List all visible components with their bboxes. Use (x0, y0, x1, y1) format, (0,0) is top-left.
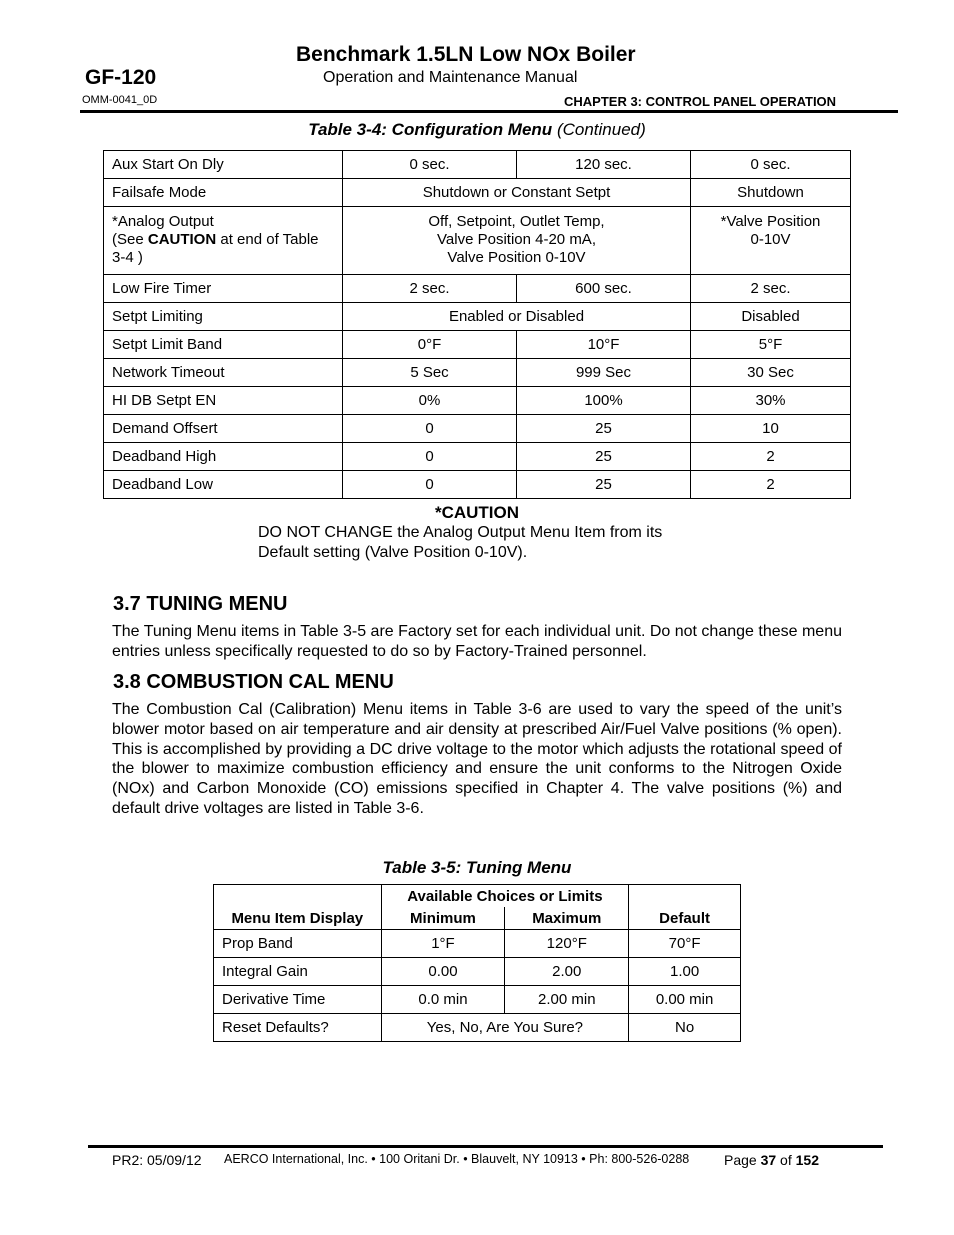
table-3-5-caption: Table 3-5: Tuning Menu (382, 858, 572, 877)
minimum-cell: 0.00 (381, 958, 505, 986)
table-row (104, 275, 851, 303)
choices-cell: Shutdown or Constant Setpt (343, 179, 691, 207)
default-cell: 2 (691, 471, 851, 499)
footer-revision-date: PR2: 05/09/12 (112, 1152, 202, 1168)
minimum-cell: 2 sec. (343, 275, 517, 303)
table-row (104, 207, 851, 275)
maximum-cell: 2.00 (505, 958, 629, 986)
header-default: Default (629, 907, 741, 930)
menu-item-cell: Low Fire Timer (104, 275, 343, 303)
header-rule (80, 110, 898, 113)
menu-item-cell: Network Timeout (104, 359, 343, 387)
menu-item-cell: Deadband High (104, 443, 343, 471)
minimum-cell: 0.0 min (381, 986, 505, 1014)
choices-cell (343, 207, 691, 275)
header-group-label: Available Choices or Limits (381, 885, 629, 908)
model-number: GF-120 (85, 66, 157, 89)
table-row (104, 331, 851, 359)
default-line: *Valve Position (720, 213, 821, 230)
maximum-cell: 120 sec. (517, 151, 691, 179)
menu-item-cell: HI DB Setpt EN (104, 387, 343, 415)
choices-cell: Yes, No, Are You Sure? (381, 1014, 629, 1042)
item-text-bold: CAUTION (147, 231, 217, 248)
default-cell: Disabled (691, 303, 851, 331)
menu-item-cell: Reset Defaults? (214, 1014, 382, 1042)
item-line: *Analog Output (112, 213, 214, 230)
section-body-combustion-cal-menu: The Combustion Cal (Calibration) Menu items in Table 3-6 are used to vary the speed of the unit’s blower motor based on air temperature and air density at prescribed Air/Fuel Valve positions (% open). This is accomplished by providing a DC drive voltage to the motor which adjusts the rotational speed of the blower to maximize combustion efficiency and ensure the unit conforms to the Nitrogen Oxide (NOx) and Carbon Monoxide (CO) emissions specified in Chapter 4. The valve positions (%) and default drive voltages are listed in Table 3-6. (112, 701, 842, 817)
header-menu-item: Menu Item Display (214, 907, 382, 930)
menu-item-cell: Demand Offsert (104, 415, 343, 443)
menu-item-cell: Setpt Limiting (104, 303, 343, 331)
choice-line: Valve Position 0-10V (447, 249, 586, 266)
default-cell (691, 207, 851, 275)
caption-suffix: (Continued) (556, 120, 646, 139)
minimum-cell: 0 (343, 415, 517, 443)
section-heading-tuning-menu: 3.7 TUNING MENU (113, 593, 288, 615)
minimum-cell: 0°F (343, 331, 517, 359)
menu-item-cell: Setpt Limit Band (104, 331, 343, 359)
default-cell: 10 (691, 415, 851, 443)
header-cell (629, 885, 741, 908)
default-cell: 30% (691, 387, 851, 415)
maximum-cell: 100% (517, 387, 691, 415)
table-row (104, 359, 851, 387)
minimum-cell: 0 (343, 471, 517, 499)
page-total: 152 (795, 1152, 819, 1168)
document-number: OMM-0041_0D (82, 94, 158, 106)
footer-address: AERCO International, Inc. • 100 Oritani Dr. • Blauvelt, NY 10913 • Ph: 800-526-0288 (224, 1152, 690, 1166)
minimum-cell: 0 sec. (343, 151, 517, 179)
maximum-cell: 10°F (517, 331, 691, 359)
choice-line: Off, Setpoint, Outlet Temp, (428, 213, 605, 230)
page-current: 37 (760, 1152, 777, 1168)
choice-line: Valve Position 4-20 mA, (437, 231, 596, 248)
table-row (104, 151, 851, 179)
maximum-cell: 2.00 min (505, 986, 629, 1014)
tuning-menu-table (213, 884, 741, 1042)
page-of: of (776, 1152, 796, 1168)
menu-item-cell: Deadband Low (104, 471, 343, 499)
header-minimum: Minimum (381, 907, 505, 930)
table-header-row (214, 907, 741, 930)
default-cell: 1.00 (629, 958, 741, 986)
table-row (104, 303, 851, 331)
default-cell: 2 sec. (691, 275, 851, 303)
caution-text (258, 523, 662, 563)
choices-cell: Enabled or Disabled (343, 303, 691, 331)
table-row (214, 958, 741, 986)
header-maximum: Maximum (505, 907, 629, 930)
table-row (104, 179, 851, 207)
default-line: 0-10V (750, 231, 791, 248)
header-cell (214, 885, 382, 908)
default-cell: 2 (691, 443, 851, 471)
default-cell: 0.00 min (629, 986, 741, 1014)
item-text: at end of Table (216, 231, 319, 248)
table-row (214, 930, 741, 958)
table-row (214, 1014, 741, 1042)
menu-item-cell: Integral Gain (214, 958, 382, 986)
maximum-cell: 120°F (505, 930, 629, 958)
maximum-cell: 25 (517, 443, 691, 471)
caption-main: Table 3-4: Configuration Menu (308, 120, 553, 139)
minimum-cell: 5 Sec (343, 359, 517, 387)
footer-page-number (724, 1152, 819, 1168)
maximum-cell: 999 Sec (517, 359, 691, 387)
caution-line: DO NOT CHANGE the Analog Output Menu Item from its (258, 524, 663, 541)
footer-rule (88, 1145, 883, 1148)
menu-item-cell (104, 207, 343, 275)
table-3-4-caption (0, 120, 954, 140)
menu-item-cell: Failsafe Mode (104, 179, 343, 207)
section-heading-combustion-cal-menu: 3.8 COMBUSTION CAL MENU (113, 671, 394, 693)
document-title: Benchmark 1.5LN Low NOx Boiler (296, 43, 636, 66)
table-row (104, 415, 851, 443)
default-cell: Shutdown (691, 179, 851, 207)
table-row (104, 471, 851, 499)
default-cell: 5°F (691, 331, 851, 359)
table-row (104, 387, 851, 415)
caution-title: *CAUTION (434, 503, 520, 522)
default-cell: 0 sec. (691, 151, 851, 179)
menu-item-cell: Derivative Time (214, 986, 382, 1014)
item-line (112, 231, 334, 249)
item-line: 3-4 ) (112, 249, 143, 266)
configuration-menu-table (103, 150, 851, 499)
document-subtitle: Operation and Maintenance Manual (323, 69, 578, 86)
table-header-row (214, 885, 741, 908)
table-row (104, 443, 851, 471)
caution-line: Default setting (Valve Position 0-10V). (258, 544, 528, 561)
menu-item-cell: Prop Band (214, 930, 382, 958)
minimum-cell: 1°F (381, 930, 505, 958)
page-prefix: Page (724, 1152, 761, 1168)
section-body-tuning-menu: The Tuning Menu items in Table 3-5 are Factory set for each individual unit. Do not change these menu entries unless specifically requested to do so by Factory-Trained personnel. (112, 623, 842, 660)
default-cell: 30 Sec (691, 359, 851, 387)
maximum-cell: 25 (517, 471, 691, 499)
default-cell: No (629, 1014, 741, 1042)
default-cell: 70°F (629, 930, 741, 958)
menu-item-cell: Aux Start On Dly (104, 151, 343, 179)
minimum-cell: 0% (343, 387, 517, 415)
chapter-title: CHAPTER 3: CONTROL PANEL OPERATION (564, 94, 837, 109)
minimum-cell: 0 (343, 443, 517, 471)
maximum-cell: 600 sec. (517, 275, 691, 303)
maximum-cell: 25 (517, 415, 691, 443)
item-text: (See (112, 231, 148, 248)
table-row (214, 986, 741, 1014)
